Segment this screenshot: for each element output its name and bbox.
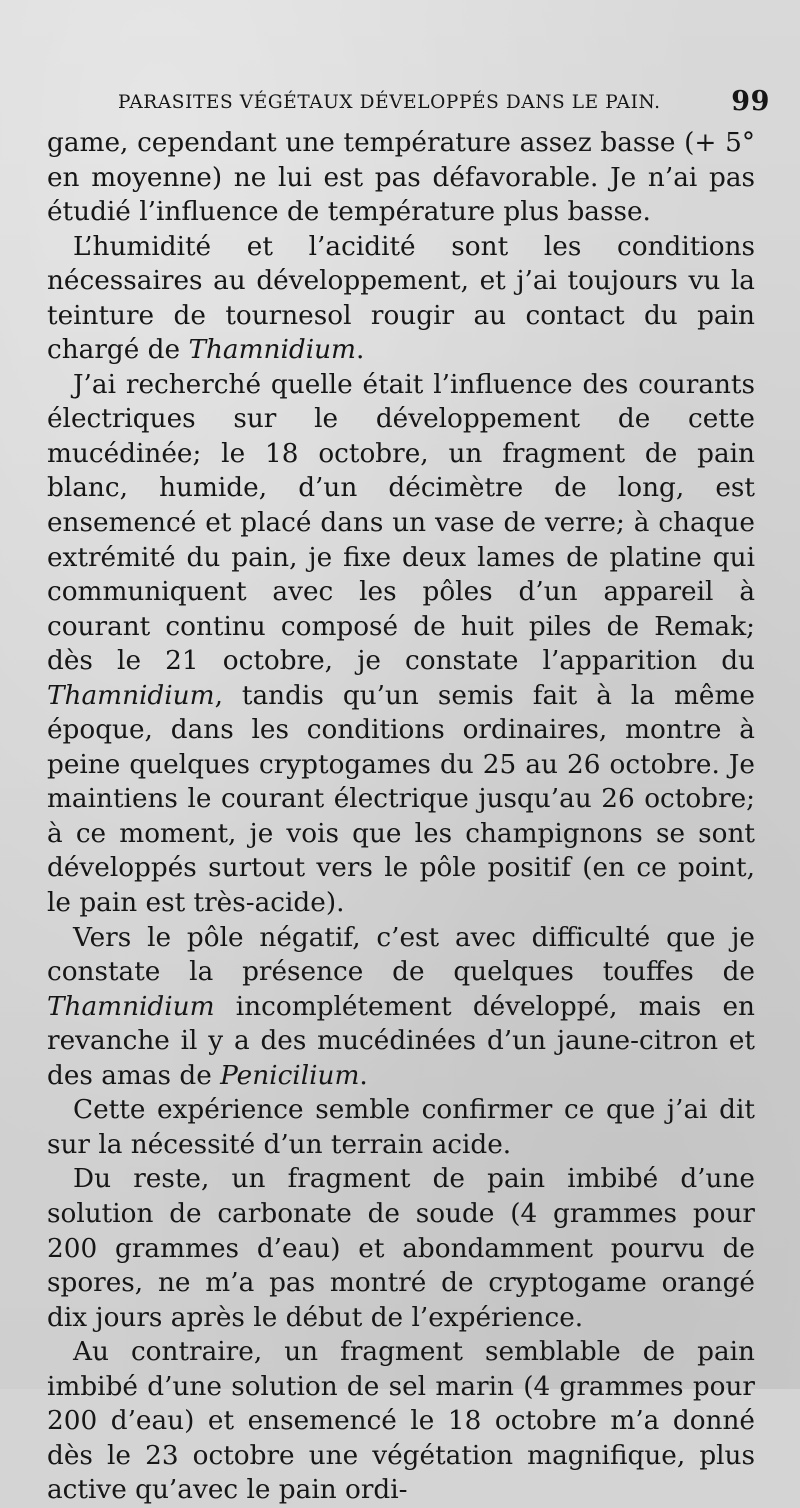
- paragraph-humidity-acidity: [47, 230, 755, 368]
- paragraph-text: L’humidité et l’acidité sont les conditions nécessaires au développement, et j’ai toujours vu la teinture de tournesol rougir au contact du pain chargé de: [47, 231, 755, 366]
- paragraph-text: J’ai recherché quelle était l’influence des courants électriques sur le développement de cette mucédinée; le 18 octobre, un fragment de pain blanc, humide, d’un décimètre de long, est ensemencé et placé dans un vase de verre; à chaque extrémité du pain, je fixe deux lames de platine qui communiquent avec les pôles d’un appareil à courant continu composé de huit piles de Remak; dès le 21 octobre, je constate l’apparition du: [47, 369, 755, 677]
- paragraph-electric-currents: [47, 368, 755, 921]
- page-number: 99: [731, 86, 770, 117]
- paragraph-text: .: [356, 335, 365, 366]
- paragraph-text: .: [359, 1060, 368, 1091]
- paragraph-text: game, cependant une température assez basse (+ 5° en moyenne) ne lui est pas défavorable. Je n’ai pas étudié l’influence de température plus basse.: [47, 128, 755, 228]
- paragraph-negative-pole: [47, 921, 755, 1094]
- running-title: PARASITES VÉGÉTAUX DÉVELOPPÉS DANS LE PAIN.: [118, 92, 661, 113]
- paragraph-continued: [47, 126, 755, 230]
- species-name: Thamnidium: [188, 335, 356, 366]
- paragraph-text: , tandis qu’un semis fait à la même époque, dans les conditions ordinaires, montre à peine quelques cryptogames du 25 au 26 octobre. Je maintiens le courant électrique jusqu’au 26 octobre; à ce moment, je vois que les champignons se sont développés surtout vers le pôle positif (en ce point, le pain est très-acide).: [47, 680, 755, 919]
- species-name: Penicilium: [220, 1060, 360, 1091]
- paragraph-acid-terrain: [47, 1093, 755, 1162]
- paragraph-text: Au contraire, un fragment semblable de pain imbibé d’une solution de sel marin (4 grammes pour 200 d’eau) et ensemencé le 18 octobre m’a donné dès le 23 octobre une végétation magnifique, plus active qu’avec le pain ordi-: [47, 1337, 755, 1506]
- species-name: Thamnidium: [47, 680, 215, 711]
- paragraph-sea-salt: [47, 1335, 755, 1508]
- paragraph-carbonate-soda: [47, 1162, 755, 1335]
- paragraph-text: Du reste, un fragment de pain imbibé d’une solution de carbonate de soude (4 grammes pour 200 grammes d’eau) et abondamment pourvu de spores, ne m’a pas montré de cryptogame orangé dix jours après le début de l’expérience.: [47, 1164, 755, 1333]
- paragraph-text: incomplétement développé, mais en revanche il y a des mucédinées d’un jaune-citron et des amas de: [47, 991, 755, 1091]
- paragraph-text: Cette expérience semble confirmer ce que j’ai dit sur la nécessité d’un terrain acide.: [47, 1095, 755, 1160]
- page-header: [118, 86, 770, 126]
- species-name: Thamnidium: [47, 991, 215, 1022]
- body-text: [47, 126, 755, 1508]
- paragraph-text: Vers le pôle négatif, c’est avec difficulté que je constate la présence de quelques touffes de: [47, 922, 755, 988]
